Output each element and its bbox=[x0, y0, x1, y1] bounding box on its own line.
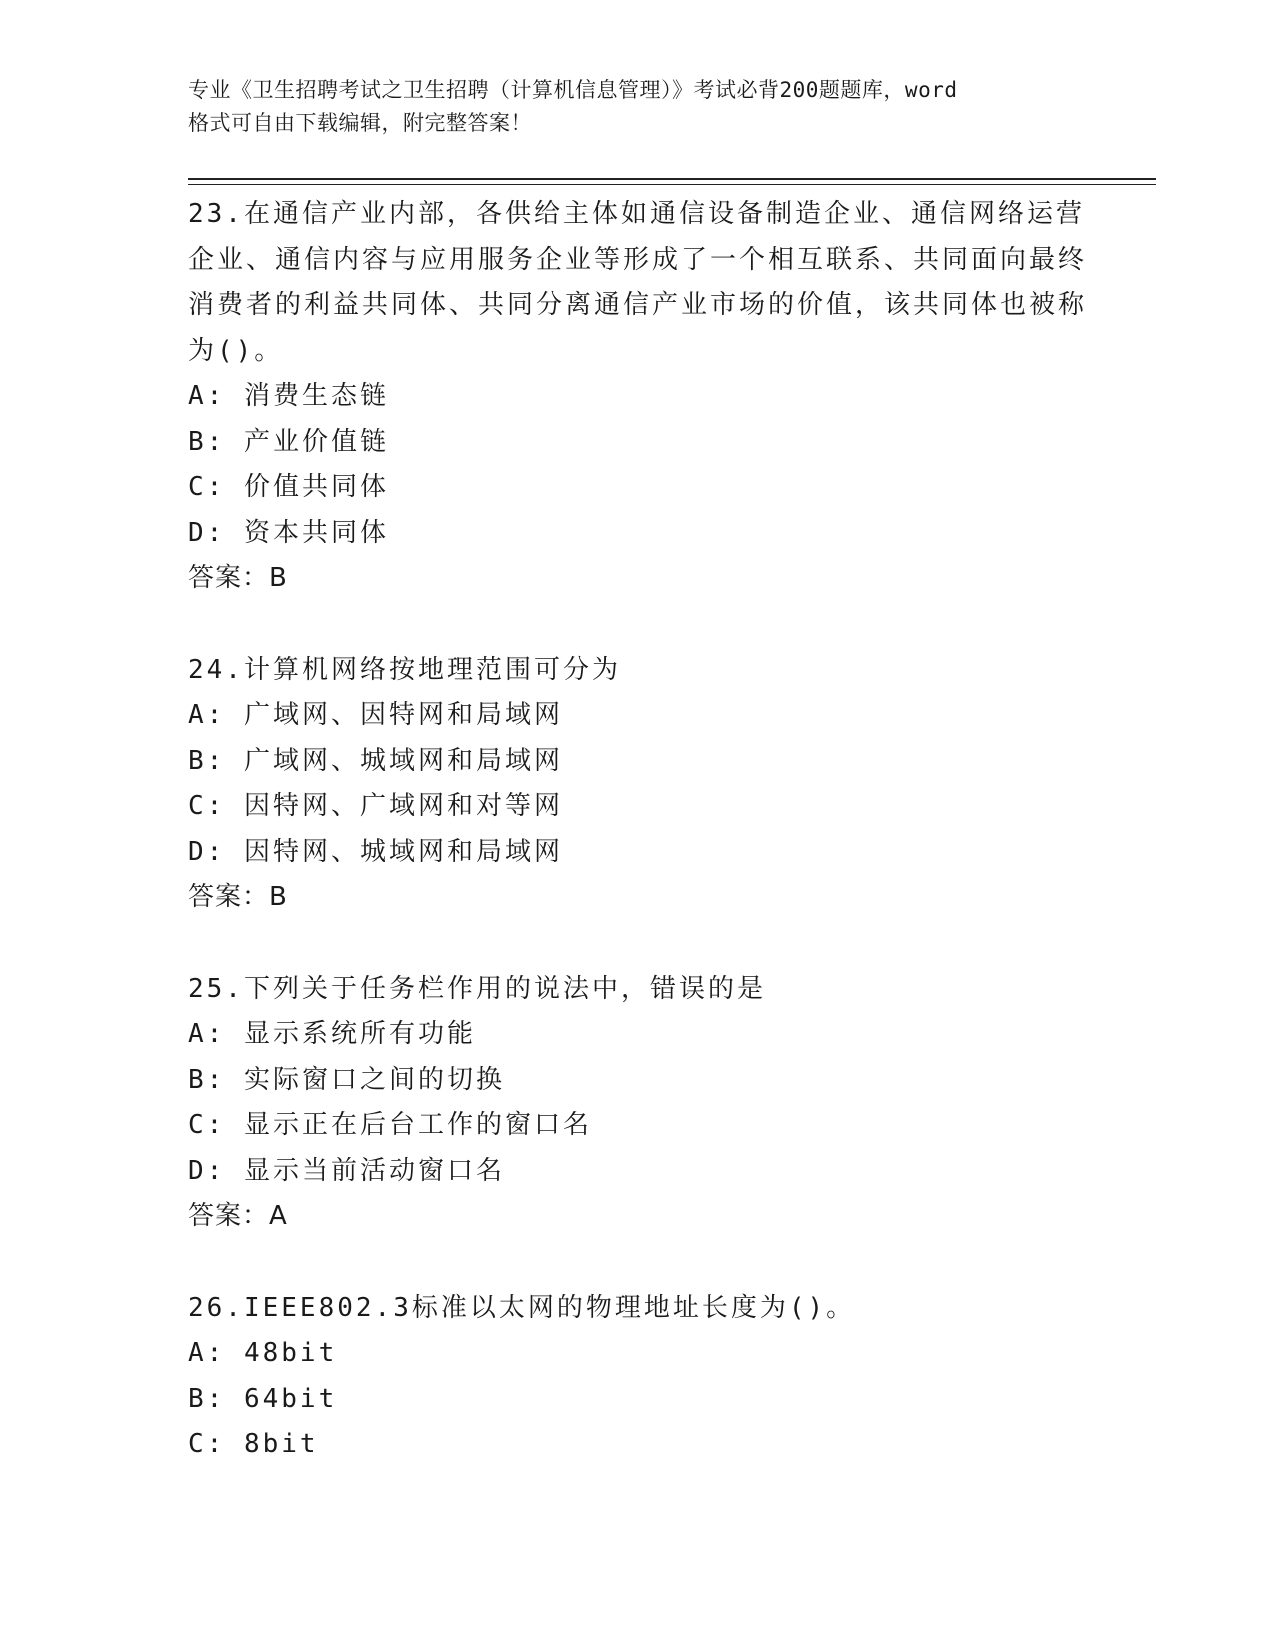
option-b bbox=[188, 420, 1088, 466]
question-25 bbox=[188, 967, 1088, 1240]
header-rule-thick bbox=[188, 178, 1156, 180]
option-value: 因特网、广域网和对等网 bbox=[243, 791, 563, 821]
question-text bbox=[188, 648, 1088, 694]
header-line-2: 格式可自由下载编辑，附完整答案！ bbox=[188, 111, 532, 135]
question-stem: 下列关于任务栏作用的说法中，错误的是 bbox=[243, 973, 766, 1004]
option-value: 显示系统所有功能 bbox=[243, 1019, 476, 1049]
option-a bbox=[188, 374, 1088, 420]
option-c bbox=[188, 784, 1088, 830]
option-c bbox=[188, 1422, 1088, 1468]
option-key: B: bbox=[188, 1064, 226, 1095]
option-value: 因特网、城域网和局域网 bbox=[243, 836, 563, 867]
question-number: 24. bbox=[188, 654, 244, 685]
question-stem: 在通信产业内部，各供给主体如通信设备制造企业、通信网络运营企业、通信内容与应用服务企业等形成了一个相互联系、共同面向最终消费者的利益共同体、共同分离通信产业市场的价值，该共同体也被称为()。 bbox=[188, 199, 1088, 366]
option-value: 显示当前活动窗口名 bbox=[243, 1155, 505, 1186]
option-b bbox=[188, 1377, 1088, 1423]
question-26 bbox=[188, 1286, 1088, 1468]
option-d bbox=[188, 511, 1088, 557]
option-key: C: bbox=[188, 472, 226, 502]
option-key: A: bbox=[188, 381, 226, 411]
option-value: 产业价值链 bbox=[243, 426, 389, 457]
option-key: B: bbox=[188, 1383, 226, 1414]
option-key: C: bbox=[188, 791, 226, 821]
answer-line: 答案：B bbox=[188, 882, 288, 912]
option-d bbox=[188, 1149, 1088, 1195]
option-value: 48bit bbox=[243, 1338, 338, 1368]
option-value: 8bit bbox=[243, 1429, 319, 1459]
option-value: 消费生态链 bbox=[243, 381, 389, 411]
option-key: B: bbox=[188, 745, 226, 776]
header-rule-thin bbox=[188, 184, 1156, 185]
option-a bbox=[188, 693, 1088, 739]
option-value: 实际窗口之间的切换 bbox=[243, 1064, 505, 1095]
option-key: A: bbox=[188, 1338, 226, 1368]
question-24 bbox=[188, 648, 1088, 921]
question-number: 25. bbox=[188, 973, 244, 1004]
option-value: 价值共同体 bbox=[243, 472, 389, 502]
answer-line: 答案：B bbox=[188, 563, 288, 593]
header-line-1: 专业《卫生招聘考试之卫生招聘（计算机信息管理）》考试必背200题题库，word bbox=[188, 78, 958, 102]
question-stem: IEEE802.3标准以太网的物理地址长度为()。 bbox=[243, 1292, 856, 1323]
option-value: 显示正在后台工作的窗口名 bbox=[243, 1110, 592, 1140]
answer-line: 答案：A bbox=[188, 1201, 288, 1231]
option-key: D: bbox=[188, 1155, 226, 1186]
question-list bbox=[188, 192, 1088, 1514]
question-stem: 计算机网络按地理范围可分为 bbox=[243, 654, 621, 685]
option-key: A: bbox=[188, 700, 226, 730]
option-key: D: bbox=[188, 836, 226, 867]
option-value: 广域网、城域网和局域网 bbox=[243, 745, 563, 776]
option-c bbox=[188, 1103, 1088, 1149]
document-header bbox=[188, 74, 1088, 140]
option-value: 资本共同体 bbox=[243, 517, 389, 548]
option-key: B: bbox=[188, 426, 226, 457]
question-text bbox=[188, 1286, 1088, 1332]
question-number: 23. bbox=[188, 199, 244, 229]
option-a bbox=[188, 1331, 1088, 1377]
question-text bbox=[188, 967, 1088, 1013]
option-value: 64bit bbox=[243, 1383, 338, 1414]
option-key: A: bbox=[188, 1019, 226, 1049]
question-23 bbox=[188, 192, 1088, 602]
option-b bbox=[188, 1058, 1088, 1104]
option-b bbox=[188, 739, 1088, 785]
option-c bbox=[188, 465, 1088, 511]
question-number: 26. bbox=[188, 1292, 244, 1323]
option-a bbox=[188, 1012, 1088, 1058]
option-key: C: bbox=[188, 1110, 226, 1140]
option-d bbox=[188, 830, 1088, 876]
option-key: D: bbox=[188, 517, 226, 548]
question-text bbox=[188, 192, 1088, 374]
option-value: 广域网、因特网和局域网 bbox=[243, 700, 563, 730]
option-key: C: bbox=[188, 1429, 226, 1459]
